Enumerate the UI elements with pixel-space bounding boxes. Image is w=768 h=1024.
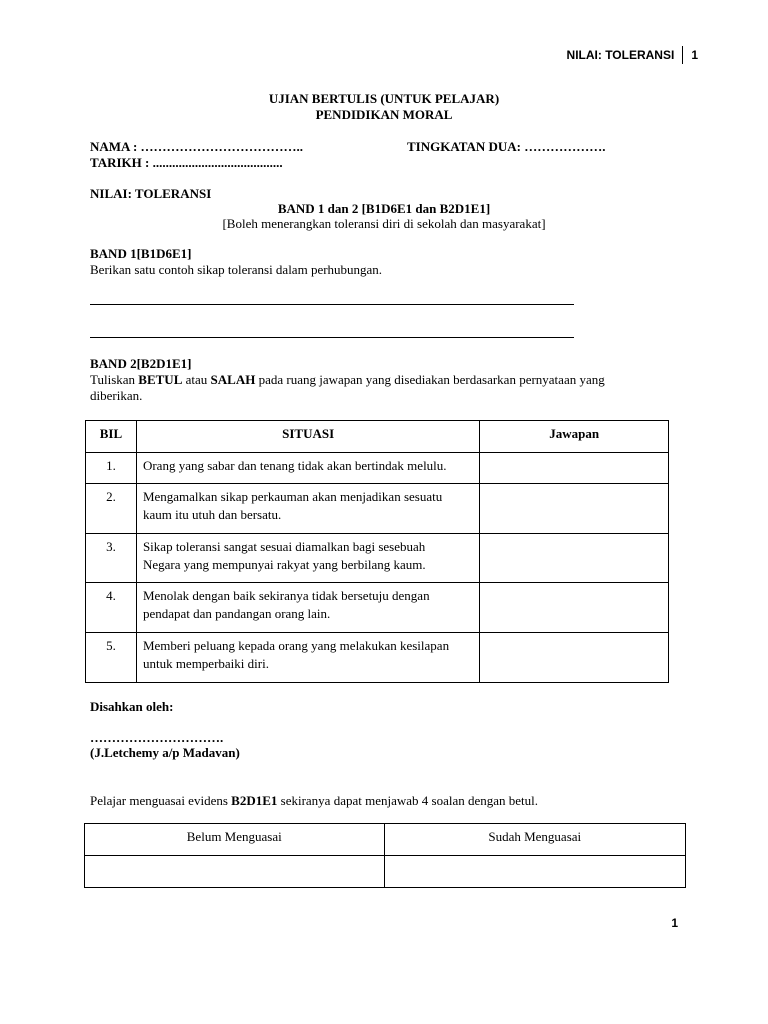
row-number: 3. — [86, 534, 137, 583]
row-situation — [136, 583, 479, 633]
title-line-1: UJIAN BERTULIS (UNTUK PELAJAR) — [268, 91, 500, 106]
mastery-belum-cell[interactable] — [85, 856, 385, 888]
header-bil: BIL — [86, 421, 137, 453]
evidence-post: sekiranya dapat menjawab 4 soalan dengan betul. — [277, 793, 539, 808]
row-answer-cell[interactable] — [480, 534, 669, 583]
header-situasi: SITUASI — [136, 421, 479, 453]
row-answer-cell[interactable] — [480, 484, 669, 534]
table-row — [86, 453, 669, 484]
tarikh-field — [90, 155, 283, 171]
band-heading: BAND 1 dan 2 [B1D6E1 dan B2D1E1] — [277, 201, 491, 216]
situation-line-1: Menolak dengan baik sekiranya tidak bersetuju dengan — [142, 588, 430, 603]
instr-pre: Tuliskan — [90, 372, 139, 387]
band-description: [Boleh menerangkan toleransi diri di sekolah dan masyarakat] — [222, 216, 546, 231]
instr-post: pada ruang jawapan yang disediakan berdasarkan pernyataan yang — [255, 372, 605, 387]
row-number: 1. — [86, 453, 137, 484]
band2-instruction — [90, 372, 605, 388]
mastery-belum: Belum Menguasai — [85, 824, 385, 856]
band1-heading: BAND 1[B1D6E1] — [90, 246, 192, 261]
instr-mid: atau — [182, 372, 211, 387]
mastery-sudah-cell[interactable] — [384, 856, 686, 888]
footer-page-number: 1 — [671, 916, 678, 930]
situation-line-2: pendapat dan pandangan orang lain. — [142, 606, 331, 621]
approval-signature-dots: …………………………. — [90, 730, 224, 745]
instr-betul: BETUL — [138, 372, 183, 387]
instr-salah: SALAH — [210, 372, 256, 387]
table-row — [86, 534, 669, 583]
table-row — [86, 633, 669, 683]
row-situation — [136, 453, 479, 484]
band2-heading: BAND 2[B2D1E1] — [90, 356, 192, 371]
mastery-sudah: Sudah Menguasai — [384, 824, 686, 856]
approval-label: Disahkan oleh: — [90, 699, 174, 714]
tarikh-label: TARIKH : — [90, 155, 150, 170]
evidence-pre: Pelajar menguasai evidens — [90, 793, 232, 808]
situation-line-2: kaum itu utuh dan bersatu. — [142, 507, 282, 522]
mastery-table — [84, 823, 686, 888]
nama-field — [90, 139, 303, 155]
tingkatan-field — [407, 139, 606, 155]
row-situation — [136, 484, 479, 534]
situation-line-1: Sikap toleransi sangat sesuai diamalkan bagi sesebuah — [142, 539, 426, 554]
answer-line-1[interactable] — [90, 304, 574, 305]
row-answer-cell[interactable] — [480, 633, 669, 683]
mastery-header-row — [85, 824, 686, 856]
answer-line-2[interactable] — [90, 337, 574, 338]
title-line-2: PENDIDIKAN MORAL — [315, 107, 453, 122]
situation-table — [85, 420, 669, 683]
header-page-number: 1 — [691, 48, 698, 62]
nama-label: NAMA : — [90, 139, 138, 154]
situation-line-2: untuk memperbaiki diri. — [142, 656, 269, 671]
approval-name: (J.Letchemy a/p Madavan) — [90, 745, 240, 760]
header-jawapan: Jawapan — [480, 421, 669, 453]
row-number: 2. — [86, 484, 137, 534]
header-label: NILAI: TOLERANSI — [566, 48, 675, 62]
tingkatan-dots: ………………. — [524, 139, 606, 154]
band2-instruction-line2: diberikan. — [90, 388, 143, 403]
situation-line-1: Memberi peluang kepada orang yang melakukan kesilapan — [142, 638, 450, 653]
situation-line-1: Mengamalkan sikap perkauman akan menjadikan sesuatu — [142, 489, 443, 504]
evidence-statement — [90, 793, 538, 809]
row-answer-cell[interactable] — [480, 583, 669, 633]
situation-line-2: Negara yang mempunyai rakyat yang berbilang kaum. — [142, 557, 426, 572]
row-answer-cell[interactable] — [480, 453, 669, 484]
evidence-code: B2D1E1 — [231, 793, 278, 808]
mastery-answer-row — [85, 856, 686, 888]
nama-dots: ……………………………….. — [140, 139, 304, 154]
row-number: 5. — [86, 633, 137, 683]
tingkatan-label: TINGKATAN DUA: — [407, 139, 521, 154]
row-situation — [136, 534, 479, 583]
table-row — [86, 484, 669, 534]
situation-line-1: Orang yang sabar dan tenang tidak akan bertindak melulu. — [142, 458, 447, 473]
tarikh-dots: ........................................ — [152, 155, 283, 170]
row-situation — [136, 633, 479, 683]
header-divider — [682, 46, 683, 64]
band1-question: Berikan satu contoh sikap toleransi dalam perhubungan. — [90, 262, 383, 277]
table-header-row — [86, 421, 669, 453]
nilai-label: NILAI: TOLERANSI — [90, 186, 212, 201]
row-number: 4. — [86, 583, 137, 633]
table-row — [86, 583, 669, 633]
page-header — [567, 46, 698, 64]
